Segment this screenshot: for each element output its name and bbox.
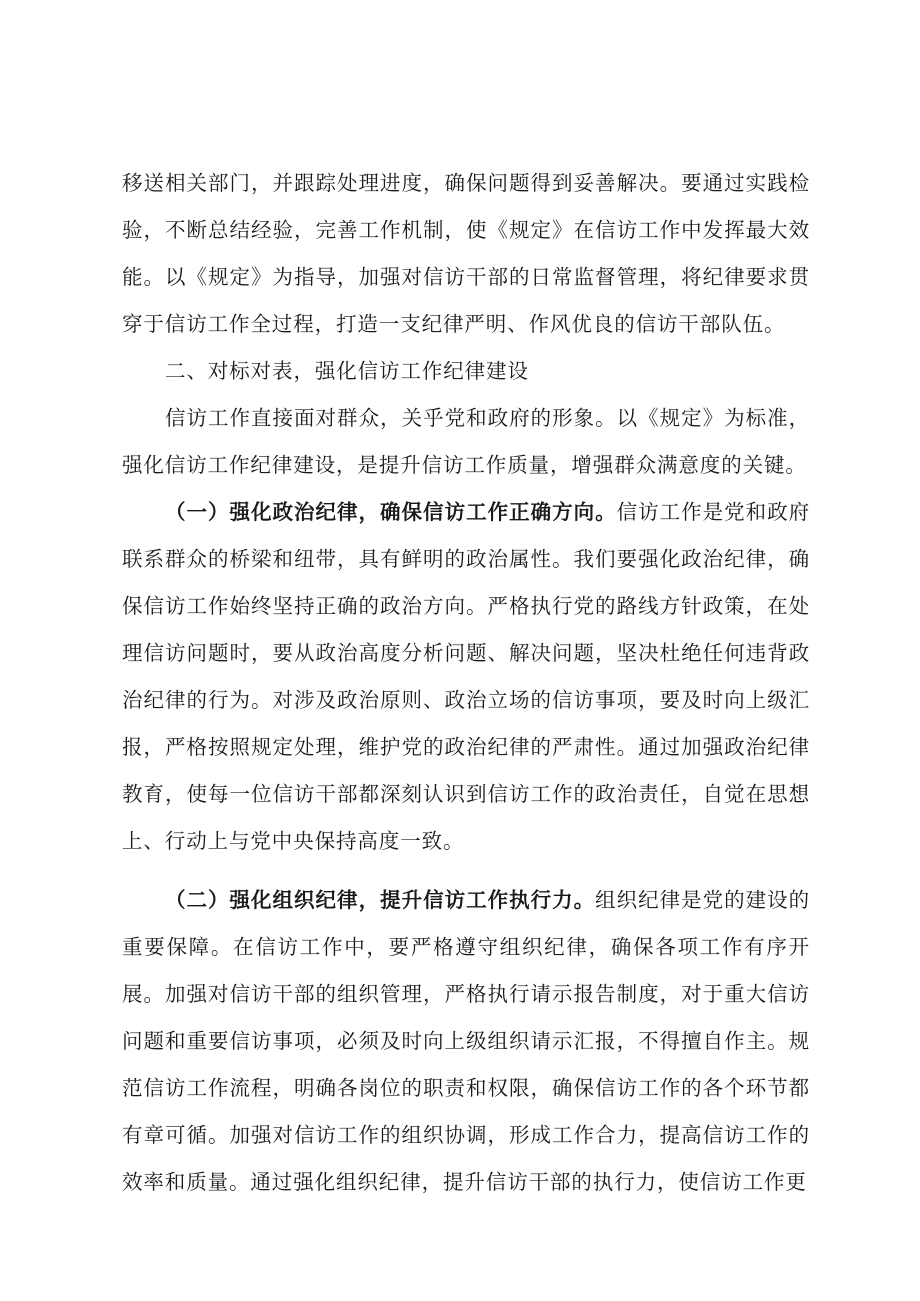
subsection-2-body: 组织纪律是党的建设的重要保障。在信访工作中，要严格遵守组织纪律，确保各项工作有序开展。加强对信访干部的组织管理，严格执行请示报告制度，对于重大信访问题和重要信访事项，必须及时向上级组织请示汇报，不得擅自作主。规范信访工作流程，明确各岗位的职责和权限，确保信访工作的各个环节都有章可循。加强对信访工作的组织协调，形成工作合力，提高信访工作的效率和质量。通过强化组织纪律，提升信访干部的执行力，使信访工作更 — [122, 888, 811, 1194]
subsection-1-body: 信访工作是党和政府联系群众的桥梁和纽带，具有鲜明的政治属性。我们要强化政治纪律，确保信访工作始终坚持正确的政治方向。严格执行党的路线方针政策，在处理信访问题时，要从政治高度分析问题、解决问题，坚决杜绝任何违背政治纪律的行为。对涉及政治原则、政治立场的信访事项，要及时向上级汇报，严格按照规定处理，维护党的政治纪律的严肃性。通过加强政治纪律教育，使每一位信访干部都深刻认识到信访工作的政治责任，自觉在思想上、行动上与党中央保持高度一致。 — [122, 500, 810, 853]
subsection-1-title: （一）强化政治纪律，确保信访工作正确方向。 — [165, 500, 617, 524]
subsection-2-title: （二）强化组织纪律，提升信访工作执行力。 — [165, 888, 596, 912]
section-intro-paragraph: 信访工作直接面对群众，关乎党和政府的形象。以《规定》为标准，强化信访工作纪律建设，是提升信访工作质量，增强群众满意度的关键。 — [122, 406, 810, 477]
section-heading: 二、对标对表，强化信访工作纪律建设 — [165, 359, 529, 383]
subsection-1-paragraph — [122, 489, 810, 865]
document-body — [122, 160, 810, 1206]
paragraph-continued: 移送相关部门，并跟踪处理进度，确保问题得到妥善解决。要通过实践检验，不断总结经验，完善工作机制，使《规定》在信访工作中发挥最大效能。以《规定》为指导，加强对信访干部的日常监督管理，将纪律要求贯穿于信访工作全过程，打造一支纪律严明、作风优良的信访干部队伍。 — [122, 171, 810, 336]
subsection-2-paragraph — [122, 877, 810, 1206]
